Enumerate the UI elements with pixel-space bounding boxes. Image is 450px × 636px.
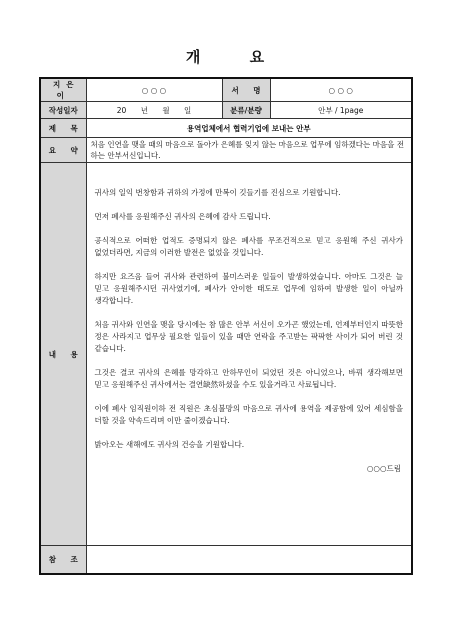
- category-label: 분류/분량: [222, 102, 270, 119]
- content-paragraph: 처음 귀사와 인연을 맺을 당시에는 참 많은 안부 서신이 오가곤 했었는데, 언제부터인지 따뜻한 정은 사라지고 업무상 필요한 일들이 있을 때만 연락을 주고받는 팍팍한 사이가 되어 버린 것 같습니다.: [94, 320, 403, 353]
- reference-value: [86, 546, 412, 574]
- author-label: 지은이: [40, 78, 86, 102]
- content-paragraph: 먼저 폐사를 응원해주신 귀사의 은혜에 감사 드립니다.: [94, 212, 271, 221]
- content-paragraph: 이에 폐사 임직원이하 전 직원은 초심불망의 마음으로 귀사에 용역을 제공함에 있어 세심함을 더할 것을 약속드리며 이만 줄이겠습니다.: [94, 404, 403, 425]
- content-paragraph: 공식적으로 어떠한 업적도 증명되지 않은 폐사를 무조건적으로 믿고 응원해 주신 귀사가 없었더라면, 지금의 이러한 발전은 없었을 것입니다.: [94, 236, 403, 257]
- category-value: 안부 / 1page: [270, 102, 412, 119]
- content-paragraph: 귀사의 일익 번창함과 귀하의 가정에 만복이 깃들기를 진심으로 기원합니다.: [94, 188, 341, 197]
- content-paragraph: 밝아오는 새해에도 귀사의 건승을 기원합니다.: [94, 440, 245, 449]
- signature-value: ○ ○ ○: [270, 78, 412, 102]
- summary-label: 요 약: [40, 138, 86, 163]
- subject-label: 제 목: [40, 119, 86, 138]
- subject-value: 용역업체에서 협력기업에 보내는 안부: [86, 119, 412, 138]
- content-label: 내 용: [40, 163, 86, 546]
- overview-form: [39, 77, 413, 575]
- author-value: ○ ○ ○: [86, 78, 222, 102]
- signature-label: 서 명: [222, 78, 270, 102]
- summary-value: 처음 인연을 맺을 때의 마음으로 돌아가 은혜를 잊지 않는 마음으로 업무에 임하겠다는 마음을 전하는 안부서신입니다.: [86, 138, 412, 163]
- reference-label: 참 조: [40, 546, 86, 574]
- date-value: 20 년 월 일: [86, 102, 222, 119]
- date-label: 작성일자: [40, 102, 86, 119]
- content-paragraph: 그것은 결코 귀사의 은혜를 망각하고 안하무인이 되었던 것은 아니었으나, 바꿔 생각해보면 믿고 응원해주신 귀사에서는 결연缺然하셨을 수도 있을거라고 사료됩니다.: [94, 368, 403, 389]
- content-paragraph: 하지만 요즈음 들어 귀사와 관련하여 불미스러운 일들이 발생하였습니다. 아마도 그것은 늘 믿고 응원해주시던 귀사였기에, 폐사가 안이한 태도로 업무에 임하여 발생한 일이 아닐까 생각합니다.: [94, 272, 403, 305]
- content-body: [86, 163, 412, 546]
- page-title: 개 요: [185, 48, 287, 66]
- closing-signature: ○○○드림: [366, 464, 401, 473]
